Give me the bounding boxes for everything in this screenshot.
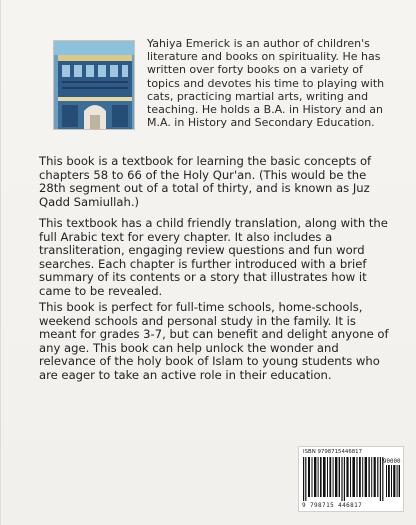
barcode-bars-icon	[303, 457, 401, 501]
description-paragraph: This book is a textbook for learning the basic concepts of chapters 58 to 66 of the Holy Qur'an. (This would be the 28th segment out of a total of thirty, and is known as Juz Qadd Samiullah.)	[39, 154, 372, 209]
isbn-digits: 9 798715 446817	[302, 502, 363, 509]
price-code: 90000	[383, 459, 401, 465]
isbn-barcode	[298, 446, 404, 512]
author-photo	[53, 40, 135, 130]
mosque-tile-image	[54, 41, 135, 130]
description-paragraph: This textbook has a child friendly translation, along with the full Arabic text for every chapter. It also includes a transliteration, engaging review questions and fun word searches. Each chapter is further introduced with a brief summary of its contents or a story that illustrates how it came to be revealed.	[39, 216, 388, 298]
description-paragraph: This book is perfect for full-time schools, home-schools, weekend schools and personal study in the family. It is meant for grades 3-7, but can benefit and delight anyone of any age. This book can help unlock the wonder and relevance of the holy book of Islam to young students who are eager to take an active role in their education.	[39, 300, 389, 382]
author-bio: Yahiya Emerick is an author of children's literature and books on spirituality. He has written over forty books on a variety of topics and devotes his time to playing with cats, practicing martial arts, writing and teaching. He holds a B.A. in History and an M.A. in History and Secondary Education.	[147, 37, 385, 130]
isbn-label: ISBN 9798715446817	[303, 449, 363, 455]
